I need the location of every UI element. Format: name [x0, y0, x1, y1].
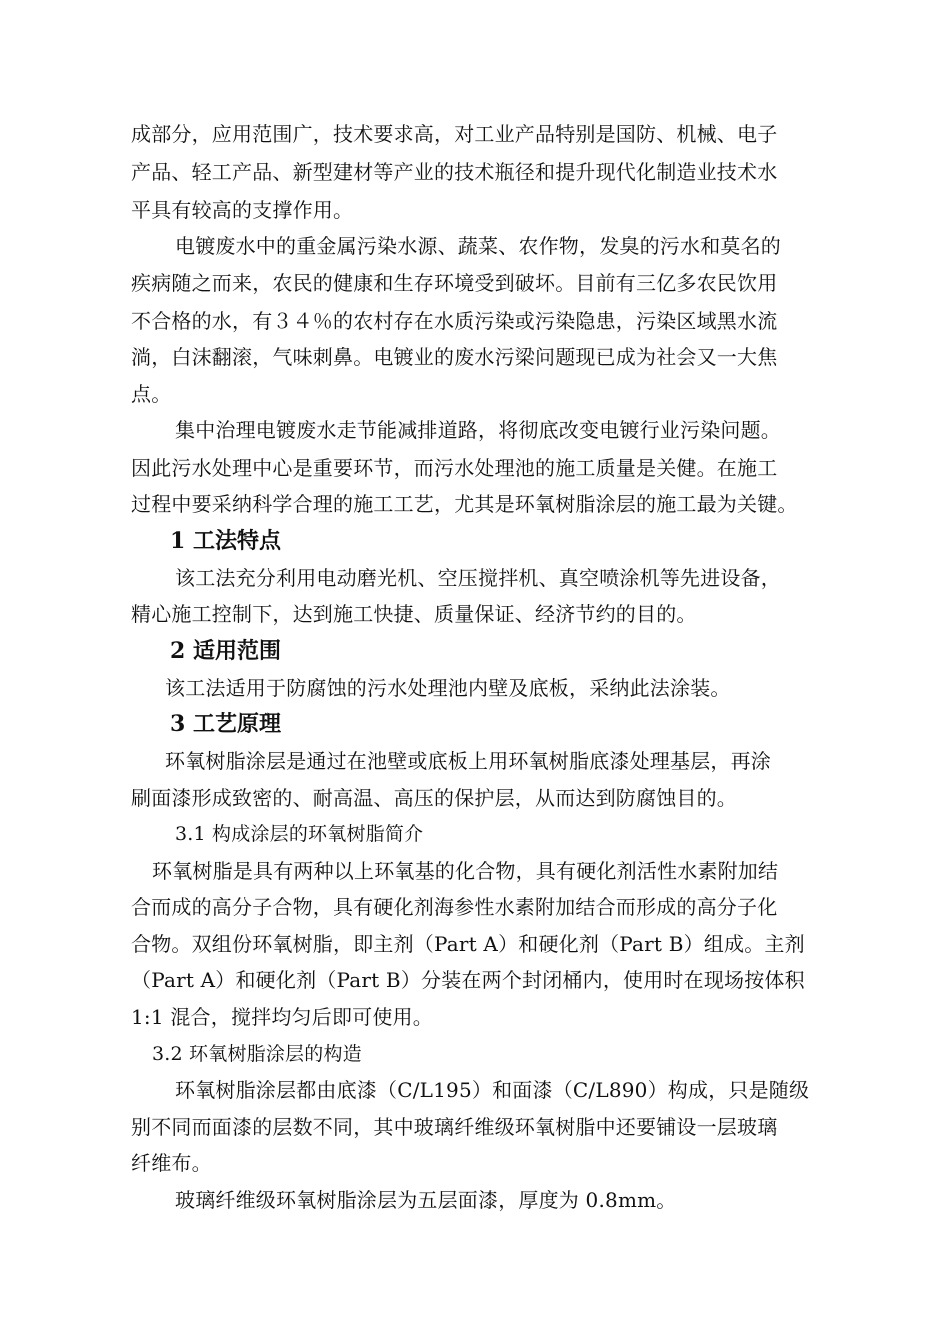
paragraph-line: 合物。双组份环氧树脂，即主剂（Part A）和硬化剂（Part B）组成。主剂: [131, 932, 805, 956]
paragraph-line: 平具有较高的支撑作用。: [131, 198, 354, 222]
paragraph-line: 环氧树脂涂层都由底漆（C/L195）和面漆（C/L890）构成，只是随级: [175, 1078, 810, 1102]
paragraph-line: 精心施工控制下，达到施工快捷、质量保证、经济节约的目的。: [131, 602, 697, 626]
paragraph-line: 玻璃纤维级环氧树脂涂层为五层面漆，厚度为 0.8mm。: [175, 1188, 677, 1212]
section-heading-2: 2 适用范围: [170, 638, 281, 664]
paragraph-line: （Part A）和硬化剂（Part B）分装在两个封闭桶内，使用时在现场按体积: [131, 968, 805, 992]
paragraph-line: 电镀废水中的重金属污染水源、蔬菜、农作物，发臭的污水和莫名的: [175, 234, 781, 258]
subsection-title-3-1: 3.1 构成涂层的环氧树脂简介: [175, 823, 424, 845]
section-heading-1: 1 工法特点: [170, 528, 281, 554]
paragraph-line: 成部分，应用范围广，技术要求高，对工业产品特别是国防、机械、电子: [131, 122, 778, 146]
subsection-title-3-2: 3.2 环氧树脂涂层的构造: [152, 1043, 362, 1065]
paragraph-line: 淌，白沫翻滚，气味刺鼻。电镀业的废水污梁问题现已成为社会又一大焦: [131, 345, 778, 369]
paragraph-line: 该工法充分利用电动磨光机、空压搅拌机、真空喷涂机等先进设备，: [175, 566, 781, 590]
paragraph-line: 不合格的水，有３４％的农村存在水质污染或污染隐患，污染区域黑水流: [131, 309, 778, 333]
paragraph-line: 别不同而面漆的层数不同，其中玻璃纤维级环氧树脂中还要铺设一层玻璃: [131, 1115, 778, 1139]
paragraph-line: 点。: [131, 382, 172, 406]
paragraph-line: 集中治理电镀废水走节能减排道路，将彻底改变电镀行业污染问题。: [175, 418, 781, 442]
section-heading-3: 3 工艺原理: [170, 711, 281, 737]
paragraph-line: 环氧树脂是具有两种以上环氧基的化合物，具有硬化剂活性水素附加结: [152, 859, 779, 883]
paragraph-line: 刷面漆形成致密的、耐高温、高压的保护层，从而达到防腐蚀目的。: [131, 786, 737, 810]
paragraph-line: 1:1 混合，搅拌均匀后即可使用。: [131, 1005, 433, 1029]
paragraph-line: 该工法适用于防腐蚀的污水处理池内壁及底板，采纳此法涂装。: [165, 676, 731, 700]
paragraph-line: 疾病随之而来，农民的健康和生存环境受到破坏。目前有三亿多农民饮用: [131, 271, 778, 295]
paragraph-line: 合而成的高分子合物，具有硬化剂海参性水素附加结合而形成的高分子化: [131, 895, 778, 919]
paragraph-line: 产品、轻工产品、新型建材等产业的技术瓶径和提升现代化制造业技术水: [131, 160, 778, 184]
paragraph-line: 环氧树脂涂层是通过在池壁或底板上用环氧树脂底漆处理基层，再涂: [165, 749, 771, 773]
paragraph-line: 因此污水处理中心是重要环节，而污水处理池的施工质量是关健。在施工: [131, 456, 778, 480]
paragraph-line: 过程中要采纳科学合理的施工工艺，尤其是环氧树脂涂层的施工最为关键。: [131, 492, 798, 516]
paragraph-line: 纤维布。: [131, 1151, 212, 1175]
